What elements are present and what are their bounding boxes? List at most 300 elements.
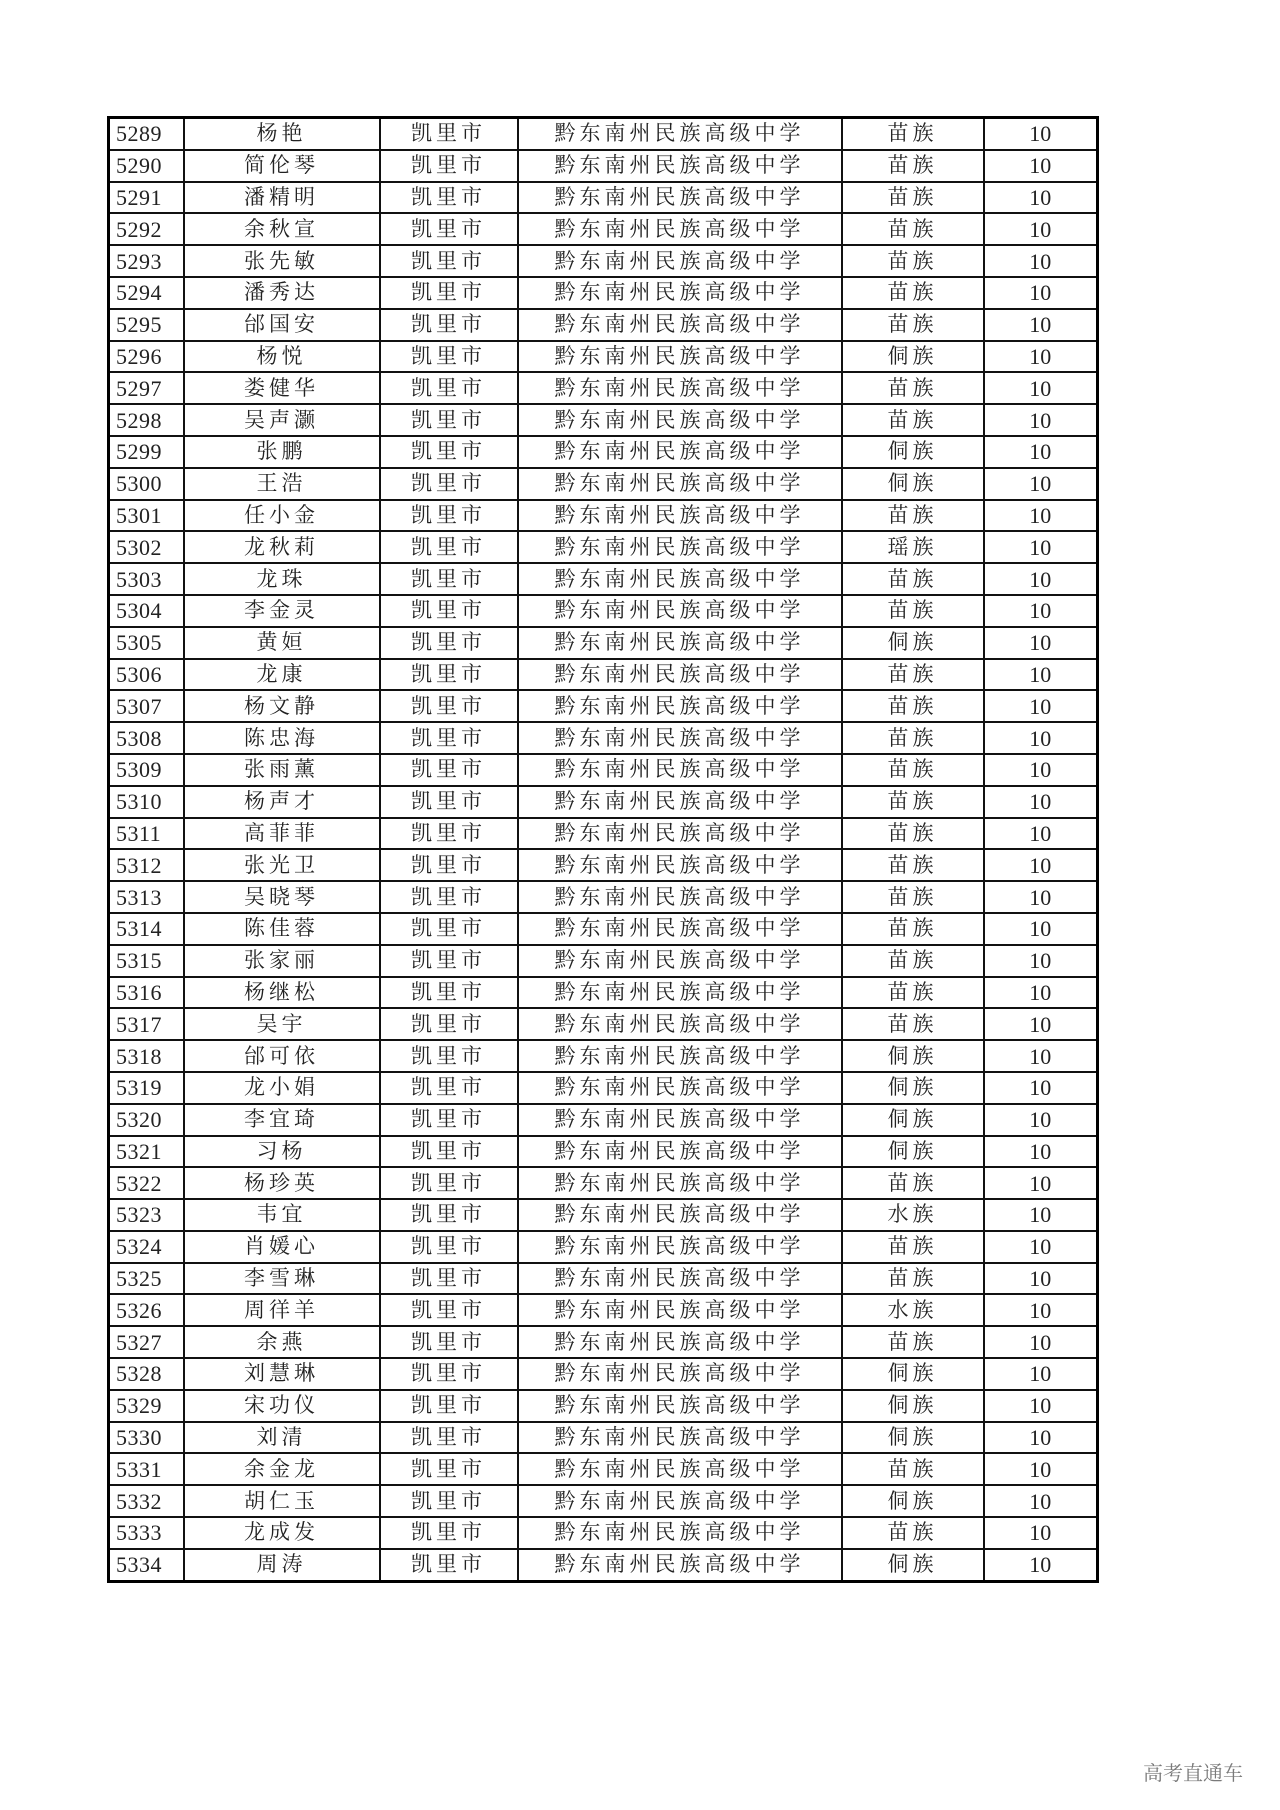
- bonus-score: 10: [984, 468, 1098, 500]
- school-name: 黔东南州民族高级中学: [518, 1199, 842, 1231]
- school-name: 黔东南州民族高级中学: [518, 531, 842, 563]
- city: 凯里市: [380, 531, 518, 563]
- city: 凯里市: [380, 213, 518, 245]
- bonus-score: 10: [984, 213, 1098, 245]
- watermark-text: 高考直通车: [1143, 1761, 1243, 1785]
- ethnicity: 苗族: [842, 818, 984, 850]
- ethnicity: 苗族: [842, 1231, 984, 1263]
- student-name: 张光卫: [184, 849, 380, 881]
- city: 凯里市: [380, 1326, 518, 1358]
- student-name: 余燕: [184, 1326, 380, 1358]
- student-name: 李金灵: [184, 595, 380, 627]
- bonus-score: 10: [984, 1517, 1098, 1549]
- city: 凯里市: [380, 563, 518, 595]
- bonus-score: 10: [984, 627, 1098, 659]
- ethnicity: 侗族: [842, 1485, 984, 1517]
- table-row: [109, 1199, 1098, 1231]
- row-number: 5313: [109, 881, 184, 913]
- student-name: 王浩: [184, 468, 380, 500]
- student-name: 宋功仪: [184, 1390, 380, 1422]
- bonus-score: 10: [984, 1199, 1098, 1231]
- ethnicity: 苗族: [842, 690, 984, 722]
- school-name: 黔东南州民族高级中学: [518, 436, 842, 468]
- student-name: 张先敏: [184, 245, 380, 277]
- table-row: [109, 1263, 1098, 1295]
- school-name: 黔东南州民族高级中学: [518, 150, 842, 182]
- student-name: 吴晓琴: [184, 881, 380, 913]
- table-row: [109, 1136, 1098, 1168]
- bonus-score: 10: [984, 849, 1098, 881]
- roster-table-body: [109, 118, 1098, 1582]
- student-name: 张家丽: [184, 945, 380, 977]
- bonus-score: 10: [984, 372, 1098, 404]
- city: 凯里市: [380, 341, 518, 373]
- ethnicity: 侗族: [842, 341, 984, 373]
- row-number: 5306: [109, 659, 184, 691]
- school-name: 黔东南州民族高级中学: [518, 245, 842, 277]
- school-name: 黔东南州民族高级中学: [518, 182, 842, 214]
- city: 凯里市: [380, 913, 518, 945]
- school-name: 黔东南州民族高级中学: [518, 659, 842, 691]
- table-row: [109, 500, 1098, 532]
- school-name: 黔东南州民族高级中学: [518, 341, 842, 373]
- bonus-score: 10: [984, 722, 1098, 754]
- ethnicity: 苗族: [842, 1517, 984, 1549]
- roster-table: [107, 116, 1099, 1583]
- city: 凯里市: [380, 1136, 518, 1168]
- bonus-score: 10: [984, 563, 1098, 595]
- bonus-score: 10: [984, 404, 1098, 436]
- city: 凯里市: [380, 277, 518, 309]
- bonus-score: 10: [984, 1231, 1098, 1263]
- bonus-score: 10: [984, 754, 1098, 786]
- table-row: [109, 1422, 1098, 1454]
- bonus-score: 10: [984, 182, 1098, 214]
- student-name: 高菲菲: [184, 818, 380, 850]
- city: 凯里市: [380, 1517, 518, 1549]
- row-number: 5303: [109, 563, 184, 595]
- school-name: 黔东南州民族高级中学: [518, 722, 842, 754]
- school-name: 黔东南州民族高级中学: [518, 977, 842, 1009]
- table-row: [109, 1549, 1098, 1581]
- table-row: [109, 1326, 1098, 1358]
- school-name: 黔东南州民族高级中学: [518, 404, 842, 436]
- bonus-score: 10: [984, 945, 1098, 977]
- student-name: 陈佳蓉: [184, 913, 380, 945]
- table-row: [109, 945, 1098, 977]
- table-row: [109, 627, 1098, 659]
- bonus-score: 10: [984, 1040, 1098, 1072]
- city: 凯里市: [380, 245, 518, 277]
- row-number: 5327: [109, 1326, 184, 1358]
- student-name: 习杨: [184, 1136, 380, 1168]
- table-row: [109, 213, 1098, 245]
- bonus-score: 10: [984, 245, 1098, 277]
- student-name: 杨继松: [184, 977, 380, 1009]
- bonus-score: 10: [984, 1358, 1098, 1390]
- city: 凯里市: [380, 1453, 518, 1485]
- row-number: 5295: [109, 309, 184, 341]
- ethnicity: 侗族: [842, 468, 984, 500]
- ethnicity: 侗族: [842, 1136, 984, 1168]
- row-number: 5310: [109, 786, 184, 818]
- school-name: 黔东南州民族高级中学: [518, 1517, 842, 1549]
- row-number: 5319: [109, 1072, 184, 1104]
- student-name: 娄健华: [184, 372, 380, 404]
- city: 凯里市: [380, 1008, 518, 1040]
- school-name: 黔东南州民族高级中学: [518, 1231, 842, 1263]
- table-row: [109, 468, 1098, 500]
- student-name: 杨悦: [184, 341, 380, 373]
- row-number: 5320: [109, 1104, 184, 1136]
- row-number: 5291: [109, 182, 184, 214]
- row-number: 5322: [109, 1167, 184, 1199]
- city: 凯里市: [380, 1072, 518, 1104]
- student-name: 李雪琳: [184, 1263, 380, 1295]
- table-row: [109, 150, 1098, 182]
- table-row: [109, 563, 1098, 595]
- row-number: 5316: [109, 977, 184, 1009]
- table-row: [109, 818, 1098, 850]
- bonus-score: 10: [984, 595, 1098, 627]
- city: 凯里市: [380, 1549, 518, 1581]
- bonus-score: 10: [984, 531, 1098, 563]
- row-number: 5309: [109, 754, 184, 786]
- row-number: 5297: [109, 372, 184, 404]
- city: 凯里市: [380, 786, 518, 818]
- ethnicity: 侗族: [842, 436, 984, 468]
- bonus-score: 10: [984, 1453, 1098, 1485]
- ethnicity: 侗族: [842, 1104, 984, 1136]
- student-name: 杨文静: [184, 690, 380, 722]
- ethnicity: 侗族: [842, 1422, 984, 1454]
- row-number: 5302: [109, 531, 184, 563]
- table-row: [109, 1390, 1098, 1422]
- table-row: [109, 1453, 1098, 1485]
- city: 凯里市: [380, 627, 518, 659]
- ethnicity: 苗族: [842, 722, 984, 754]
- student-name: 潘秀达: [184, 277, 380, 309]
- ethnicity: 苗族: [842, 182, 984, 214]
- school-name: 黔东南州民族高级中学: [518, 913, 842, 945]
- school-name: 黔东南州民族高级中学: [518, 627, 842, 659]
- student-name: 简伦琴: [184, 150, 380, 182]
- table-row: [109, 531, 1098, 563]
- city: 凯里市: [380, 1167, 518, 1199]
- city: 凯里市: [380, 977, 518, 1009]
- student-name: 龙秋莉: [184, 531, 380, 563]
- student-name: 张雨薰: [184, 754, 380, 786]
- school-name: 黔东南州民族高级中学: [518, 1136, 842, 1168]
- city: 凯里市: [380, 436, 518, 468]
- row-number: 5290: [109, 150, 184, 182]
- ethnicity: 苗族: [842, 245, 984, 277]
- row-number: 5299: [109, 436, 184, 468]
- city: 凯里市: [380, 754, 518, 786]
- school-name: 黔东南州民族高级中学: [518, 1358, 842, 1390]
- city: 凯里市: [380, 1390, 518, 1422]
- city: 凯里市: [380, 818, 518, 850]
- ethnicity: 苗族: [842, 563, 984, 595]
- ethnicity: 苗族: [842, 754, 984, 786]
- table-row: [109, 1008, 1098, 1040]
- city: 凯里市: [380, 1294, 518, 1326]
- school-name: 黔东南州民族高级中学: [518, 1072, 842, 1104]
- student-name: 龙小娟: [184, 1072, 380, 1104]
- table-row: [109, 977, 1098, 1009]
- bonus-score: 10: [984, 436, 1098, 468]
- ethnicity: 水族: [842, 1199, 984, 1231]
- bonus-score: 10: [984, 309, 1098, 341]
- ethnicity: 侗族: [842, 1549, 984, 1581]
- row-number: 5300: [109, 468, 184, 500]
- table-row: [109, 309, 1098, 341]
- student-name: 杨声才: [184, 786, 380, 818]
- school-name: 黔东南州民族高级中学: [518, 213, 842, 245]
- city: 凯里市: [380, 500, 518, 532]
- student-name: 刘清: [184, 1422, 380, 1454]
- school-name: 黔东南州民族高级中学: [518, 1167, 842, 1199]
- city: 凯里市: [380, 690, 518, 722]
- school-name: 黔东南州民族高级中学: [518, 1104, 842, 1136]
- table-row: [109, 754, 1098, 786]
- student-name: 黄姮: [184, 627, 380, 659]
- city: 凯里市: [380, 1358, 518, 1390]
- school-name: 黔东南州民族高级中学: [518, 1040, 842, 1072]
- row-number: 5317: [109, 1008, 184, 1040]
- ethnicity: 苗族: [842, 1326, 984, 1358]
- table-row: [109, 404, 1098, 436]
- row-number: 5315: [109, 945, 184, 977]
- ethnicity: 侗族: [842, 1040, 984, 1072]
- table-row: [109, 1517, 1098, 1549]
- bonus-score: 10: [984, 786, 1098, 818]
- table-row: [109, 245, 1098, 277]
- city: 凯里市: [380, 309, 518, 341]
- ethnicity: 苗族: [842, 849, 984, 881]
- ethnicity: 侗族: [842, 1072, 984, 1104]
- ethnicity: 苗族: [842, 372, 984, 404]
- student-name: 邰可依: [184, 1040, 380, 1072]
- bonus-score: 10: [984, 690, 1098, 722]
- bonus-score: 10: [984, 1390, 1098, 1422]
- student-name: 吴声灏: [184, 404, 380, 436]
- bonus-score: 10: [984, 1136, 1098, 1168]
- table-row: [109, 1072, 1098, 1104]
- school-name: 黔东南州民族高级中学: [518, 1453, 842, 1485]
- ethnicity: 苗族: [842, 977, 984, 1009]
- school-name: 黔东南州民族高级中学: [518, 1294, 842, 1326]
- city: 凯里市: [380, 722, 518, 754]
- student-name: 李宜琦: [184, 1104, 380, 1136]
- city: 凯里市: [380, 1263, 518, 1295]
- ethnicity: 苗族: [842, 1008, 984, 1040]
- bonus-score: 10: [984, 150, 1098, 182]
- city: 凯里市: [380, 1199, 518, 1231]
- ethnicity: 苗族: [842, 945, 984, 977]
- student-name: 杨珍英: [184, 1167, 380, 1199]
- row-number: 5334: [109, 1549, 184, 1581]
- city: 凯里市: [380, 881, 518, 913]
- student-name: 任小金: [184, 500, 380, 532]
- school-name: 黔东南州民族高级中学: [518, 945, 842, 977]
- school-name: 黔东南州民族高级中学: [518, 1485, 842, 1517]
- city: 凯里市: [380, 1231, 518, 1263]
- bonus-score: 10: [984, 1167, 1098, 1199]
- table-row: [109, 341, 1098, 373]
- row-number: 5321: [109, 1136, 184, 1168]
- city: 凯里市: [380, 372, 518, 404]
- student-name: 龙成发: [184, 1517, 380, 1549]
- student-name: 吴宇: [184, 1008, 380, 1040]
- school-name: 黔东南州民族高级中学: [518, 1263, 842, 1295]
- row-number: 5292: [109, 213, 184, 245]
- bonus-score: 10: [984, 1072, 1098, 1104]
- city: 凯里市: [380, 659, 518, 691]
- student-name: 龙珠: [184, 563, 380, 595]
- school-name: 黔东南州民族高级中学: [518, 849, 842, 881]
- row-number: 5296: [109, 341, 184, 373]
- table-row: [109, 690, 1098, 722]
- row-number: 5330: [109, 1422, 184, 1454]
- ethnicity: 侗族: [842, 1390, 984, 1422]
- student-name: 余金龙: [184, 1453, 380, 1485]
- bonus-score: 10: [984, 277, 1098, 309]
- bonus-score: 10: [984, 977, 1098, 1009]
- city: 凯里市: [380, 1104, 518, 1136]
- school-name: 黔东南州民族高级中学: [518, 1390, 842, 1422]
- table-row: [109, 913, 1098, 945]
- row-number: 5294: [109, 277, 184, 309]
- city: 凯里市: [380, 118, 518, 150]
- row-number: 5333: [109, 1517, 184, 1549]
- ethnicity: 侗族: [842, 627, 984, 659]
- school-name: 黔东南州民族高级中学: [518, 1326, 842, 1358]
- bonus-score: 10: [984, 1294, 1098, 1326]
- table-row: [109, 1104, 1098, 1136]
- row-number: 5318: [109, 1040, 184, 1072]
- student-name: 肖媛心: [184, 1231, 380, 1263]
- city: 凯里市: [380, 150, 518, 182]
- student-name: 杨艳: [184, 118, 380, 150]
- table-row: [109, 1040, 1098, 1072]
- ethnicity: 苗族: [842, 659, 984, 691]
- student-name: 张鹏: [184, 436, 380, 468]
- school-name: 黔东南州民族高级中学: [518, 818, 842, 850]
- row-number: 5314: [109, 913, 184, 945]
- student-name: 韦宜: [184, 1199, 380, 1231]
- bonus-score: 10: [984, 1263, 1098, 1295]
- row-number: 5307: [109, 690, 184, 722]
- student-name: 余秋宣: [184, 213, 380, 245]
- ethnicity: 侗族: [842, 1358, 984, 1390]
- row-number: 5328: [109, 1358, 184, 1390]
- row-number: 5305: [109, 627, 184, 659]
- row-number: 5308: [109, 722, 184, 754]
- ethnicity: 苗族: [842, 881, 984, 913]
- table-row: [109, 277, 1098, 309]
- table-row: [109, 786, 1098, 818]
- student-name: 陈忠海: [184, 722, 380, 754]
- school-name: 黔东南州民族高级中学: [518, 1422, 842, 1454]
- bonus-score: 10: [984, 913, 1098, 945]
- city: 凯里市: [380, 595, 518, 627]
- school-name: 黔东南州民族高级中学: [518, 595, 842, 627]
- student-name: 刘慧琳: [184, 1358, 380, 1390]
- ethnicity: 瑶族: [842, 531, 984, 563]
- ethnicity: 苗族: [842, 213, 984, 245]
- city: 凯里市: [380, 468, 518, 500]
- city: 凯里市: [380, 849, 518, 881]
- table-row: [109, 1167, 1098, 1199]
- ethnicity: 苗族: [842, 1263, 984, 1295]
- table-row: [109, 372, 1098, 404]
- ethnicity: 苗族: [842, 118, 984, 150]
- city: 凯里市: [380, 945, 518, 977]
- row-number: 5312: [109, 849, 184, 881]
- table-row: [109, 1358, 1098, 1390]
- row-number: 5325: [109, 1263, 184, 1295]
- row-number: 5323: [109, 1199, 184, 1231]
- student-name: 潘精明: [184, 182, 380, 214]
- ethnicity: 苗族: [842, 277, 984, 309]
- school-name: 黔东南州民族高级中学: [518, 690, 842, 722]
- bonus-score: 10: [984, 1008, 1098, 1040]
- row-number: 5332: [109, 1485, 184, 1517]
- table-row: [109, 881, 1098, 913]
- student-name: 龙康: [184, 659, 380, 691]
- student-name: 周徉羊: [184, 1294, 380, 1326]
- school-name: 黔东南州民族高级中学: [518, 468, 842, 500]
- table-row: [109, 436, 1098, 468]
- school-name: 黔东南州民族高级中学: [518, 277, 842, 309]
- row-number: 5293: [109, 245, 184, 277]
- row-number: 5326: [109, 1294, 184, 1326]
- city: 凯里市: [380, 1485, 518, 1517]
- bonus-score: 10: [984, 118, 1098, 150]
- school-name: 黔东南州民族高级中学: [518, 563, 842, 595]
- table-row: [109, 1231, 1098, 1263]
- row-number: 5301: [109, 500, 184, 532]
- row-number: 5324: [109, 1231, 184, 1263]
- ethnicity: 苗族: [842, 1167, 984, 1199]
- table-row: [109, 1485, 1098, 1517]
- city: 凯里市: [380, 1422, 518, 1454]
- city: 凯里市: [380, 404, 518, 436]
- student-name: 胡仁玉: [184, 1485, 380, 1517]
- bonus-score: 10: [984, 881, 1098, 913]
- city: 凯里市: [380, 182, 518, 214]
- ethnicity: 苗族: [842, 404, 984, 436]
- school-name: 黔东南州民族高级中学: [518, 372, 842, 404]
- bonus-score: 10: [984, 341, 1098, 373]
- school-name: 黔东南州民族高级中学: [518, 881, 842, 913]
- school-name: 黔东南州民族高级中学: [518, 754, 842, 786]
- table-row: [109, 722, 1098, 754]
- school-name: 黔东南州民族高级中学: [518, 1008, 842, 1040]
- bonus-score: 10: [984, 1549, 1098, 1581]
- row-number: 5304: [109, 595, 184, 627]
- ethnicity: 苗族: [842, 309, 984, 341]
- student-name: 周涛: [184, 1549, 380, 1581]
- ethnicity: 苗族: [842, 786, 984, 818]
- ethnicity: 苗族: [842, 1453, 984, 1485]
- ethnicity: 水族: [842, 1294, 984, 1326]
- table-row: [109, 849, 1098, 881]
- school-name: 黔东南州民族高级中学: [518, 118, 842, 150]
- ethnicity: 苗族: [842, 150, 984, 182]
- bonus-score: 10: [984, 500, 1098, 532]
